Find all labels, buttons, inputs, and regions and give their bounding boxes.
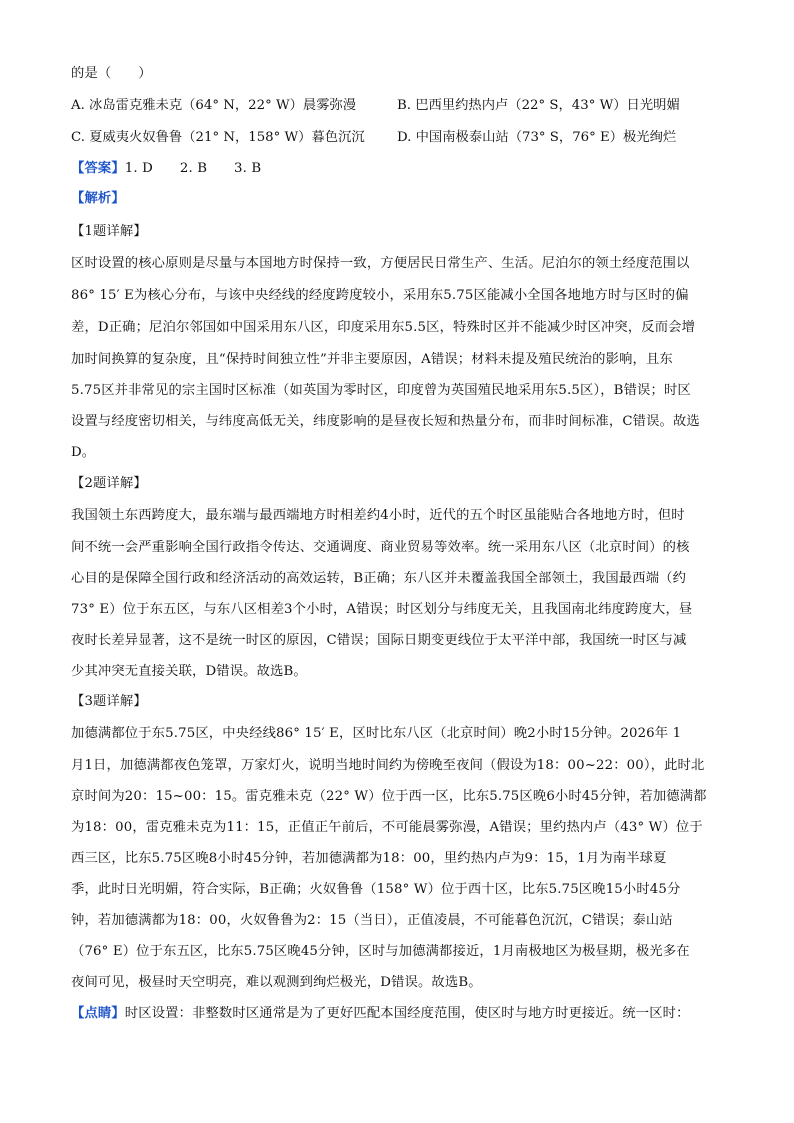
q1-line: 设置与经度密切相关，与纬度高低无关，纬度影响的是昼夜长短和热量分布，而非时间标准，C错误。故选 — [71, 414, 700, 429]
q2-line: 间不统一会严重影响全国行政指令传达、交通调度、商业贸易等效率。统一采用东八区（北京时间）的核 — [71, 540, 690, 555]
q3-line: 为18：00，雷克雅未克为11：15，正值正午前后，不可能晨雾弥漫，A错误；里约热内卢（43° W）位于 — [71, 820, 703, 835]
q3-line: 月1日，加德满都夜色笼罩，万家灯火，说明当地时间约为傍晚至夜间（假设为18：00~22：00），此时北 — [71, 758, 705, 773]
q3-line: 季，此时日光明媚，符合实际，B正确；火奴鲁鲁（158° W）位于西十区，比东5.75区晚15小时45分 — [71, 882, 681, 897]
q2-heading: 【2题详解】 — [71, 476, 147, 491]
q3-line: 加德满都位于东5.75区，中央经线86° 15′ E，区时比东八区（北京时间）晚2小时15分钟。2026年 1 — [71, 726, 682, 741]
q3-line: 京时间为20：15~00：15。雷克雅未克（22° W）位于西一区，比东5.75区晚6小时45分钟，若加德满都 — [71, 789, 707, 804]
q2-line: 我国领土东西跨度大，最东端与最西端地方时相差约4小时，近代的五个时区虽能贴合各地地方时，但时 — [71, 508, 685, 523]
q1-line: 差，D正确；尼泊尔邻国如中国采用东八区，印度采用东5.5区，特殊时区并不能减少时区冲突，反而会增 — [71, 320, 696, 335]
q3-line: 钟，若加德满都为18：00，火奴鲁鲁为2：15（当日），正值凌晨，不可能暮色沉沉，C错误；泰山站 — [71, 913, 673, 928]
q1-line: 加时间换算的复杂度，且“保持时间独立性”并非主要原因，A错误；材料未提及殖民统治的影响，且东 — [71, 352, 673, 367]
option-c: C. 夏威夷火奴鲁鲁（21° N，158° W）暮色沉沉 — [71, 130, 365, 145]
q1-heading: 【1题详解】 — [71, 224, 147, 239]
q1-line: 区时设置的核心原则是尽量与本国地方时保持一致，方便居民日常生产、生活。尼泊尔的领土经度范围以 — [71, 256, 690, 271]
question-tail: 的是（ ） — [71, 66, 152, 81]
q1-line: 5.75区并非常见的宗主国时区标准（如英国为零时区，印度曾为英国殖民地采用东5.5区），B错误；时区 — [71, 383, 691, 398]
q3-line: 夜间可见，极昼时天空明亮，难以观测到绚烂极光，D错误。故选B。 — [71, 975, 482, 990]
answer-tag: 【答案】 — [71, 161, 125, 176]
option-d: D. 中国南极泰山站（73° S，76° E）极光绚烂 — [397, 130, 677, 145]
tip-line — [71, 1004, 723, 1024]
tip-text: 时区设置：非整数时区通常是为了更好匹配本国经度范围，使区时与地方时更接近。统一区时： — [124, 1006, 690, 1021]
tip-tag: 【点睛】 — [71, 1006, 125, 1021]
q3-line: （76° E）位于东五区，比东5.75区晚45分钟，区时与加德满都接近，1月南极地区为极昼期，极光多在 — [71, 944, 690, 959]
q1-line: D。 — [71, 445, 96, 460]
q1-line: 86° 15′ E为核心分布，与该中央经线的经度跨度较小，采用东5.75区能减小全国各地地方时与区时的偏 — [71, 288, 689, 303]
q3-heading: 【3题详解】 — [71, 694, 147, 709]
option-a: A. 冰岛雷克雅未克（64° N，22° W）晨雾弥漫 — [71, 98, 357, 113]
answer-text: 1. D 2. B 3. B — [124, 161, 262, 176]
answer-line — [71, 159, 723, 179]
q2-line: 心目的是保障全国行政和经济活动的高效运转，B正确；东八区并未覆盖我国全部领土，我国最西端（约 — [71, 571, 687, 586]
option-b: B. 巴西里约热内卢（22° S，43° W）日光明媚 — [397, 98, 680, 113]
q2-line: 少其冲突无直接关联，D错误。故选B。 — [71, 664, 307, 679]
q2-line: 夜时长差异显著，这不是统一时区的原因，C错误；国际日期变更线位于太平洋中部，我国统一时区与减 — [71, 633, 687, 648]
q2-line: 73° E）位于东五区，与东八区相差3个小时，A错误；时区划分与纬度无关，且我国南北纬度跨度大，昼 — [71, 602, 693, 617]
analysis-tag: 【解析】 — [71, 191, 125, 206]
q3-line: 西三区，比东5.75区晚8小时45分钟，若加德满都为18：00，里约热内卢为9：15，1月为南半球夏 — [71, 851, 667, 866]
